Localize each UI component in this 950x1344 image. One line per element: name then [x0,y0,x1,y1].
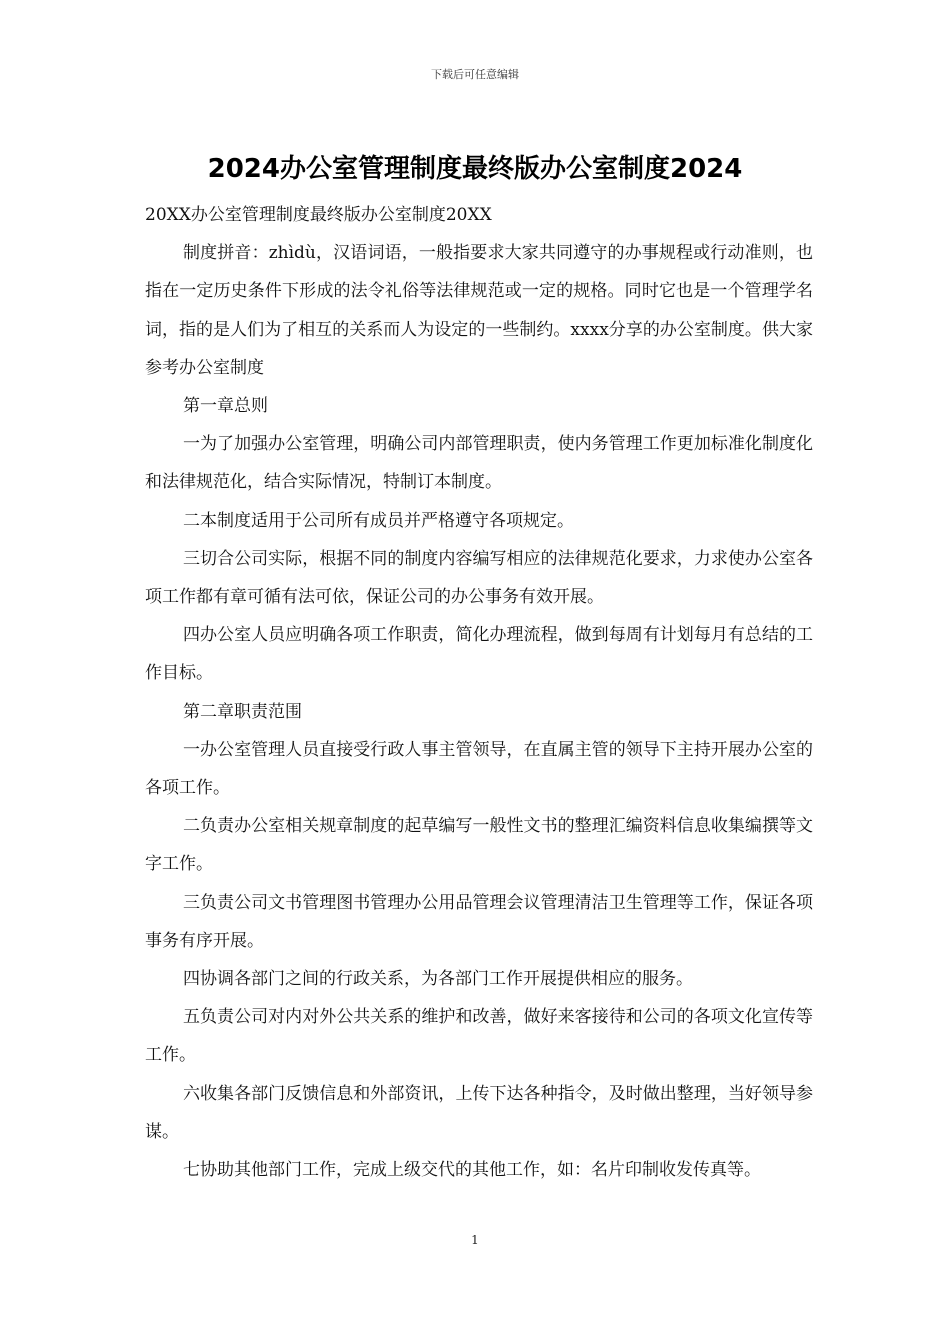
body-paragraph: 一为了加强办公室管理，明确公司内部管理职责，使内务管理工作更加标准化制度化和法律规范化，结合实际情况，特制订本制度。 [145,434,813,493]
body-paragraph: 四协调各部门之间的行政关系，为各部门工作开展提供相应的服务。 [183,969,693,990]
subtitle-paragraph: 20XX办公室管理制度最终版办公室制度20XX [145,205,492,225]
chapter-heading-1: 第一章总则 [183,396,268,417]
document-title: 2024办公室管理制度最终版办公室制度2024 [207,154,743,184]
document-body [145,196,813,1189]
body-paragraph: 一办公室管理人员直接受行政人事主管领导，在直属主管的领导下主持开展办公室的各项工作。 [145,739,813,799]
body-paragraph: 二负责办公室相关规章制度的起草编写一般性文书的整理汇编资料信息收集编撰等文字工作。 [145,816,813,875]
body-paragraph: 三切合公司实际，根据不同的制度内容编写相应的法律规范化要求，力求使办公室各项工作都有章可循有法可依，保证公司的办公事务有效开展。 [145,548,813,608]
chapter-heading-2: 第二章职责范围 [183,701,302,722]
body-paragraph: 三负责公司文书管理图书管理办公用品管理会议管理清洁卫生管理等工作，保证各项事务有序开展。 [145,892,813,951]
body-paragraph: 四办公室人员应明确各项工作职责，简化办理流程，做到每周有计划每月有总结的工作目标。 [145,625,813,684]
page-number: 1 [471,1233,479,1247]
body-paragraph: 五负责公司对内对外公共关系的维护和改善，做好来客接待和公司的各项文化宣传等工作。 [145,1007,813,1066]
intro-paragraph: 制度拼音：zhìdù，汉语词语，一般指要求大家共同遵守的办事规程或行动准则，也指在一定历史条件下形成的法令礼俗等法律规范或一定的规格。同时它也是一个管理学名词，指的是人们为了相互的关系而人为设定的一些制约。xxxx分享的办公室制度。供大家参考办公室制度 [145,243,813,378]
body-paragraph: 六收集各部门反馈信息和外部资讯，上传下达各种指令，及时做出整理，当好领导参谋。 [145,1083,813,1142]
header-note: 下载后可任意编辑 [431,68,519,81]
body-paragraph: 二本制度适用于公司所有成员并严格遵守各项规定。 [183,510,574,531]
body-paragraph: 七协助其他部门工作，完成上级交代的其他工作，如：名片印制收发传真等。 [183,1160,761,1181]
